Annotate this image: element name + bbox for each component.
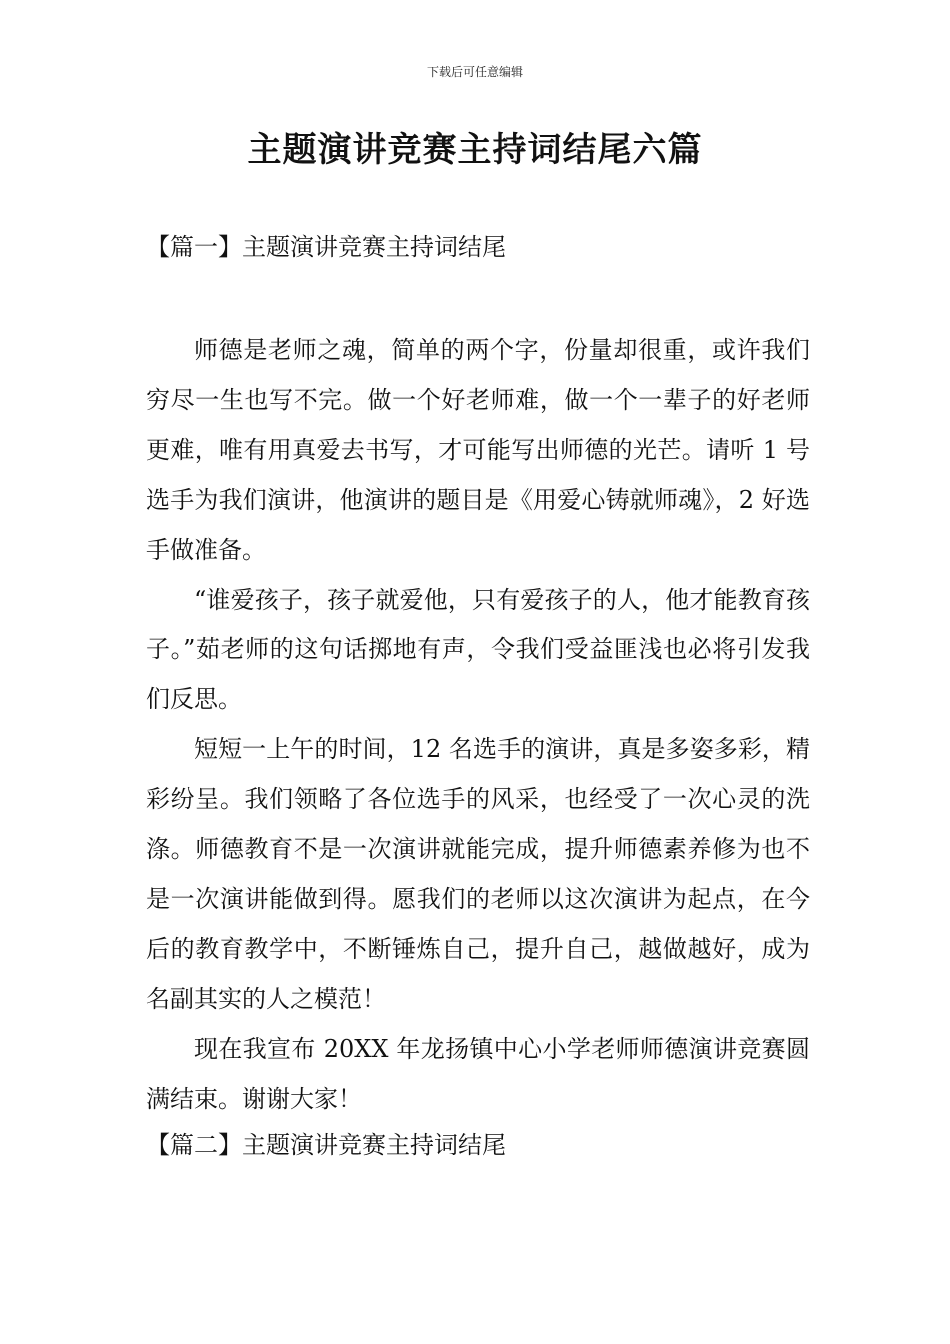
- paragraph-3: 短短一上午的时间，12 名选手的演讲，真是多姿多彩，精彩纷呈。我们领略了各位选手的风采，也经受了一次心灵的洗涤。师德教育不是一次演讲就能完成，提升师德素养修为也不是一次演讲能做到得。愿我们的老师以这次演讲为起点，在今后的教育教学中，不断锤炼自己，提升自己，越做越好，成为名副其实的人之模范！: [146, 735, 810, 1013]
- paragraph-1: 师德是老师之魂，简单的两个字，份量却很重，或许我们穷尽一生也写不完。做一个好老师难，做一个一辈子的好老师更难，唯有用真爱去书写，才可能写出师德的光芒。请听 1 号选手为我们演讲，他演讲的题目是《用爱心铸就师魂》，2 好选手做准备。: [146, 336, 810, 564]
- paragraph-2: “谁爱孩子，孩子就爱他，只有爱孩子的人，他才能教育孩子。”茹老师的这句话掷地有声，令我们受益匪浅也必将引发我们反思。: [146, 585, 810, 714]
- section-heading-1: 【篇一】主题演讲竞赛主持词结尾: [146, 233, 506, 261]
- paragraph-4: 现在我宣布 20XX 年龙扬镇中心小学老师师德演讲竞赛圆满结束。谢谢大家！: [146, 1034, 810, 1113]
- header-note: 下载后可任意编辑: [426, 65, 523, 79]
- section-heading-2: 【篇二】主题演讲竞赛主持词结尾: [146, 1131, 506, 1159]
- section-1-body: [146, 326, 810, 1125]
- document-title: 主题演讲竞赛主持词结尾六篇: [247, 130, 703, 170]
